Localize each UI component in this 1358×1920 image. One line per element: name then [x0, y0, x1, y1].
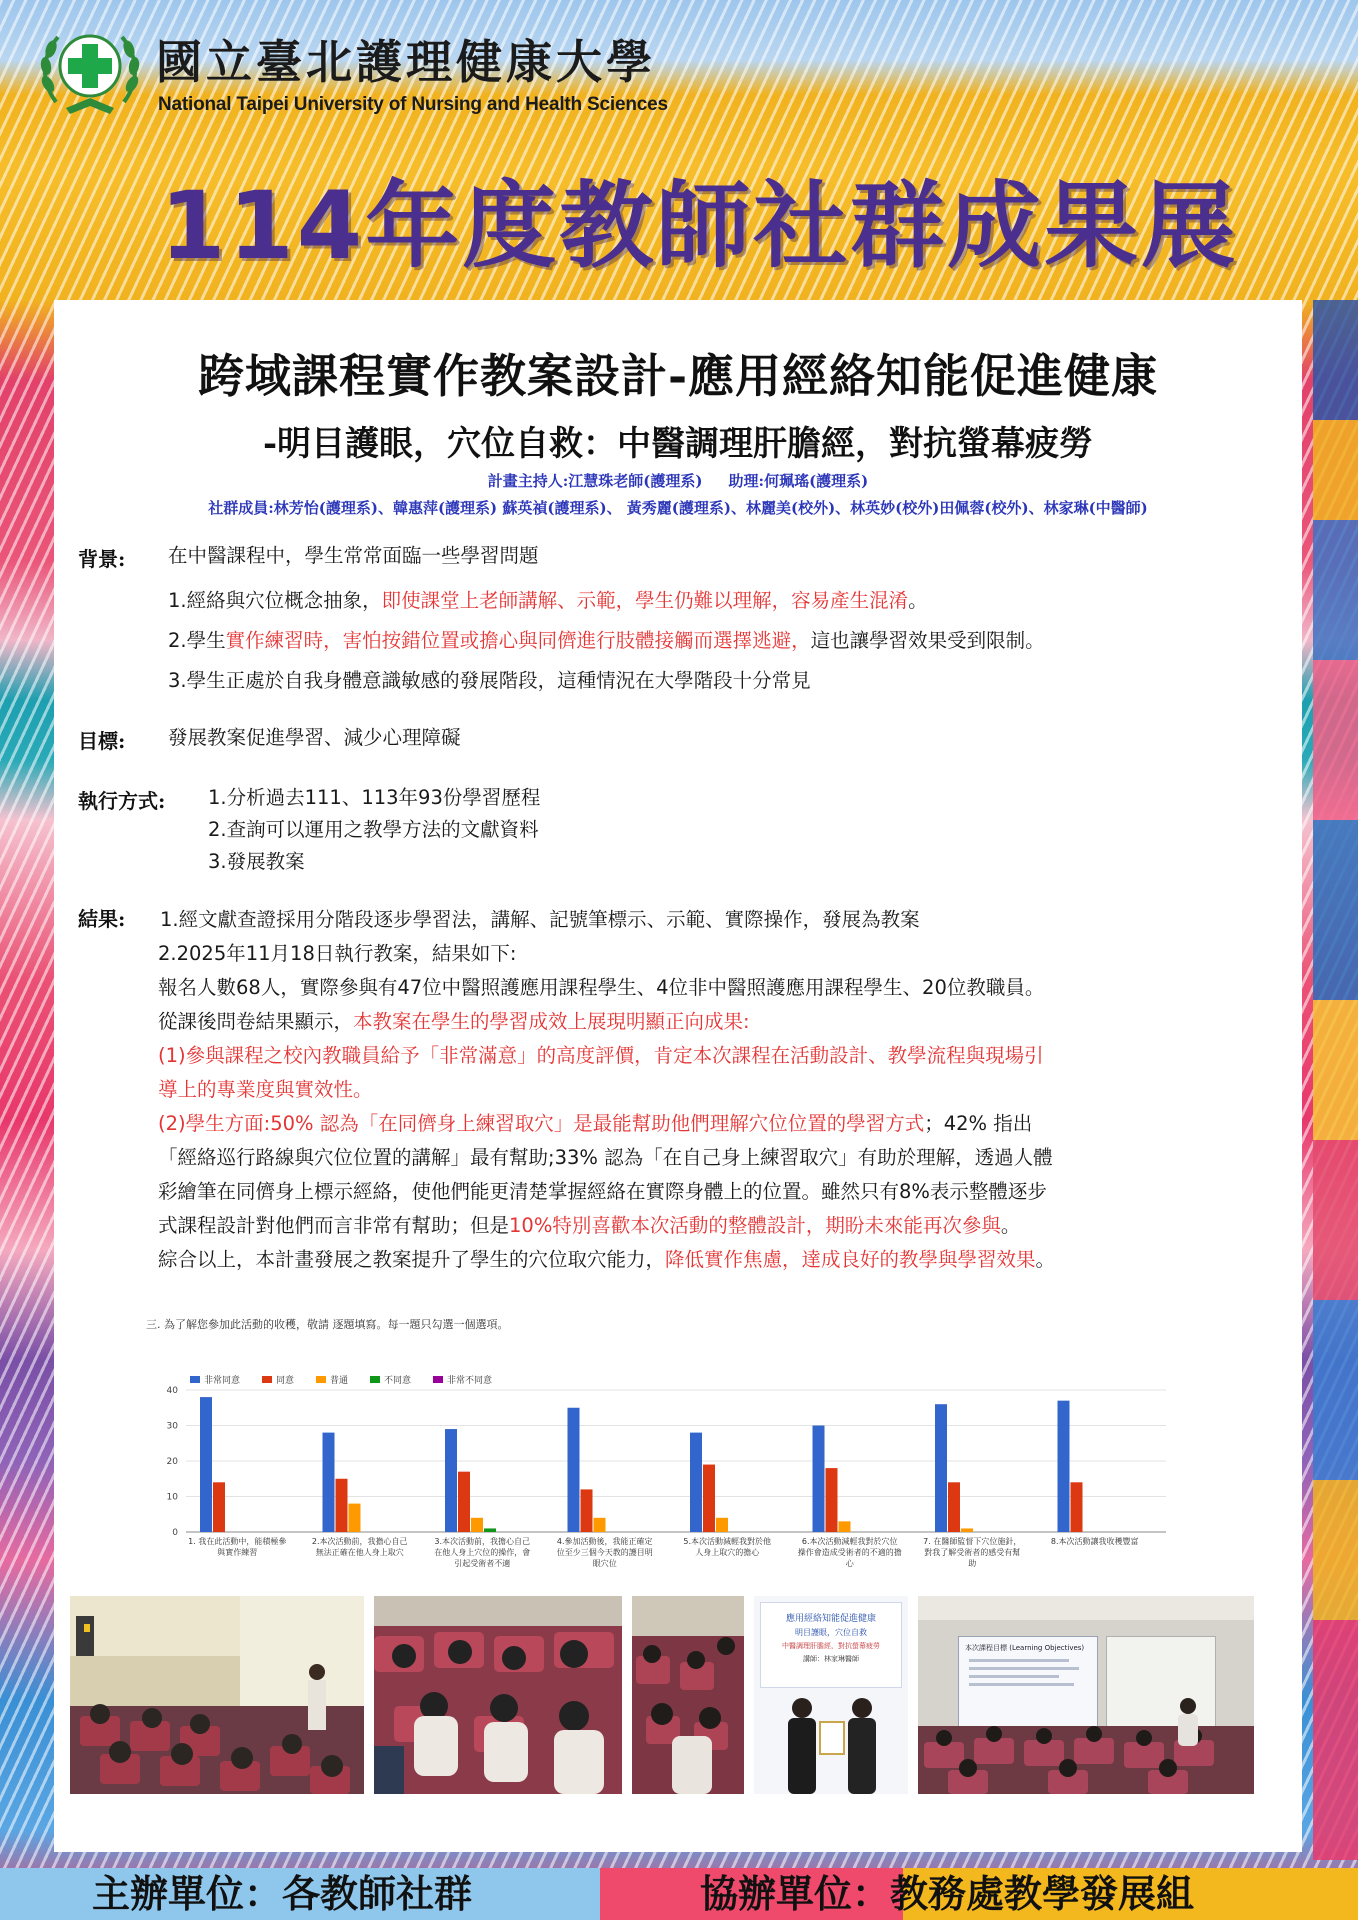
y-tick-0: 0: [172, 1528, 178, 1538]
y-tick-20: 20: [166, 1457, 178, 1467]
results-label: 結果:: [78, 907, 126, 931]
bar-7-1: [1071, 1482, 1083, 1532]
co-organizer: 協辦單位：教務處教學發展組: [600, 1868, 1358, 1920]
bar-4-2: [716, 1518, 728, 1532]
bar-4-1: [703, 1465, 715, 1532]
decorative-side-stripe: [1313, 300, 1358, 1860]
bar-5-1: [826, 1468, 838, 1532]
host-line: 計畫主持人:江慧珠老師(護理系) 助理:何珮瑤(護理系): [487, 472, 869, 490]
bar-1-0: [323, 1433, 335, 1532]
university-name-en: National Taipei University of Nursing and Health Sciences: [158, 94, 668, 115]
y-tick-30: 30: [166, 1421, 178, 1432]
legend-swatch-4: [433, 1376, 443, 1383]
x-tick-0-0: 1. 我在此活動中，能積極參: [188, 1537, 287, 1546]
results-text: 1.經文獻查證採用分階段逐步學習法，講解、記號筆標示、示範、實際操作，發展為教案: [160, 908, 920, 931]
slide-title: 應用經絡知能促進健康: [785, 1614, 876, 1624]
poster-panel: [54, 300, 1302, 1852]
x-tick-5-1: 操作會造成受術者的不適的擔: [797, 1548, 902, 1557]
bar-3-0: [568, 1408, 580, 1532]
x-tick-7-0: 8.本次活動讓我收穫豐富: [1050, 1537, 1139, 1546]
bar-3-1: [581, 1489, 593, 1532]
bar-0-1: [213, 1482, 225, 1532]
photo-classroom-3: [632, 1596, 744, 1794]
x-tick-6-1: 對我了解受術者的感受有幫: [924, 1548, 1021, 1557]
bar-3-2: [594, 1518, 606, 1532]
method-item-3: 3.發展教案: [208, 850, 305, 873]
x-tick-5-2: 心: [845, 1559, 854, 1568]
method-item-2: 2.查詢可以運用之教學方法的文獻資料: [208, 818, 539, 841]
legend-swatch-3: [370, 1376, 380, 1383]
event-title: 114年度教師社群成果展: [160, 172, 1239, 281]
x-tick-2-0: 3.本次活動前，我擔心自己: [434, 1537, 531, 1546]
poster-title: 跨域課程實作教案設計-應用經絡知能促進健康: [197, 349, 1159, 403]
bar-2-3: [484, 1528, 496, 1532]
goal-label: 目標:: [78, 729, 126, 753]
background-intro: 在中醫課程中，學生常常面臨一些學習問題: [168, 544, 539, 567]
legend-swatch-1: [262, 1376, 272, 1383]
photo-classroom-1: [70, 1596, 364, 1794]
y-tick-10: 10: [166, 1492, 178, 1503]
background-label: 背景:: [78, 547, 126, 571]
bar-2-0: [445, 1429, 457, 1532]
slide-line-2: 明目護眼，穴位自救: [795, 1628, 867, 1637]
x-tick-6-0: 7. 在醫師監督下穴位施針，: [923, 1537, 1022, 1546]
x-tick-4-1: 人身上取穴的擔心: [695, 1548, 760, 1557]
photo-certificate: [754, 1596, 908, 1794]
results-body: 2.2025年11月18日執行教案，結果如下: 報名人數68人，實際參與有47位中醫照護應用課程學生、4位非中醫照護應用課程學生、20位教職員。 從課後問卷結果顯示，本教案在學生的學習成效上展現明顯正向成果: (1)參與課程之校內教職員給予「非常滿意」的高度評價，肯定本次課程在活動設計、教學流程與現場引 導上的專業度與實效性。 (2)學生方面:50% 認為「在同儕身上練習取穴」是最能幫助他們理解穴位位置的學習方式；42% 指出 「經絡巡行路線與穴位位置的講解」最有幫助;33% 認為「在自己身上練習取穴」有助於理解，透過人體 彩繪筆在同儕身上標示經絡，使他們能更清楚掌握經絡在實際身體上的位置。雖然只有8%表示整體逐步 式課程設計對他們而言非常有幫助；但是10%特別喜歡本次活動的整體設計，期盼未來能再次參與。 綜合以上，本計畫發展之教案提升了學生的穴位取穴能力，降低實作焦慮，達成良好的教學與學習效果。: [158, 942, 1056, 1271]
legend-label-4: 非常不同意: [447, 1376, 493, 1386]
legend-swatch-2: [316, 1376, 326, 1383]
slide-line-3: 中醫調理肝膽經，對抗螢幕疲勞: [782, 1642, 880, 1650]
x-tick-6-2: 助: [968, 1559, 977, 1568]
university-name-zh: 國立臺北護理健康大學: [156, 35, 656, 89]
members-line: 社群成員:林芳怡(護理系)、韓惠萍(護理系) 蘇英禎(護理系)、 黃秀麗(護理系)、林麗美(校外)、林英妙(校外)田佩蓉(校外)、林家琳(中醫師): [208, 499, 1148, 517]
bar-1-2: [349, 1504, 361, 1532]
x-tick-1-0: 2.本次活動前，我擔心自己: [311, 1537, 408, 1546]
bar-0-0: [200, 1397, 212, 1532]
photo-lecture-hall: [918, 1596, 1254, 1794]
method-item-1: 1.分析過去111、113年93份學習歷程: [208, 786, 541, 809]
bar-5-0: [813, 1426, 825, 1533]
university-logo-icon: [36, 22, 144, 122]
y-tick-40: 40: [166, 1386, 178, 1396]
projection-screen: [958, 1636, 1098, 1728]
photo-classroom-2: [374, 1596, 622, 1794]
bar-1-1: [336, 1479, 348, 1532]
x-tick-0-1: 與實作練習: [217, 1548, 258, 1557]
slide-line-4: 講師：林家琳醫師: [803, 1655, 859, 1663]
bar-7-0: [1058, 1401, 1070, 1532]
bar-6-1: [948, 1482, 960, 1532]
background-item-2: 2.學生實作練習時，害怕按錯位置或擔心與同儕進行肢體接觸而選擇逃避，這也讓學習效果受到限制。: [168, 629, 1045, 652]
legend-label-0: 非常同意: [204, 1376, 241, 1386]
legend-label-1: 同意: [276, 1376, 295, 1386]
x-tick-3-2: 眼穴位: [592, 1559, 617, 1568]
x-tick-3-0: 4.參加活動後，我能正確定: [556, 1537, 653, 1546]
bar-4-0: [690, 1433, 702, 1532]
method-label: 執行方式:: [78, 789, 166, 813]
bar-5-2: [839, 1521, 851, 1532]
x-tick-2-1: 在他人身上穴位的操作，會: [434, 1548, 531, 1557]
background-item-3: 3.學生正處於自我身體意識敏感的發展階段，這種情況在大學階段十分常見: [168, 669, 811, 692]
bar-6-2: [961, 1528, 973, 1532]
survey-bar-chart: [146, 1310, 1186, 1610]
x-tick-5-0: 6.本次活動減輕我對於穴位: [801, 1537, 898, 1546]
x-tick-1-1: 無法正確在他人身上取穴: [315, 1548, 404, 1557]
x-tick-3-1: 位至少三個今天教的護目明: [556, 1548, 653, 1557]
poster-subtitle: -明目護眼，穴位自救：中醫調理肝膽經，對抗螢幕疲勞: [262, 424, 1094, 464]
bar-6-0: [935, 1404, 947, 1532]
background-item-1: 1.經絡與穴位概念抽象，即使課堂上老師講解、示範，學生仍難以理解，容易產生混淆。: [168, 589, 928, 612]
legend-swatch-0: [190, 1376, 200, 1383]
x-tick-4-0: 5.本次活動減輕我對於他: [683, 1537, 772, 1546]
bar-2-2: [471, 1518, 483, 1532]
organizer: 主辦單位：各教師社群: [0, 1868, 600, 1920]
survey-chart: [146, 1310, 1186, 1610]
legend-label-2: 普通: [330, 1376, 349, 1386]
presentation-slide: [760, 1602, 902, 1688]
bar-2-1: [458, 1472, 470, 1532]
chart-title: 三. 為了解您參加此活動的收穫，敬請 逐題填寫。每一題只勾選一個選項。: [146, 1318, 509, 1331]
goal-text: 發展教案促進學習、減少心理障礙: [168, 726, 461, 749]
university-header: [36, 22, 668, 122]
legend-label-3: 不同意: [384, 1376, 412, 1386]
x-tick-2-2: 引起受術者不適: [454, 1559, 511, 1568]
screen-title: 本次課程目標 (Learning Objectives): [965, 1644, 1085, 1652]
